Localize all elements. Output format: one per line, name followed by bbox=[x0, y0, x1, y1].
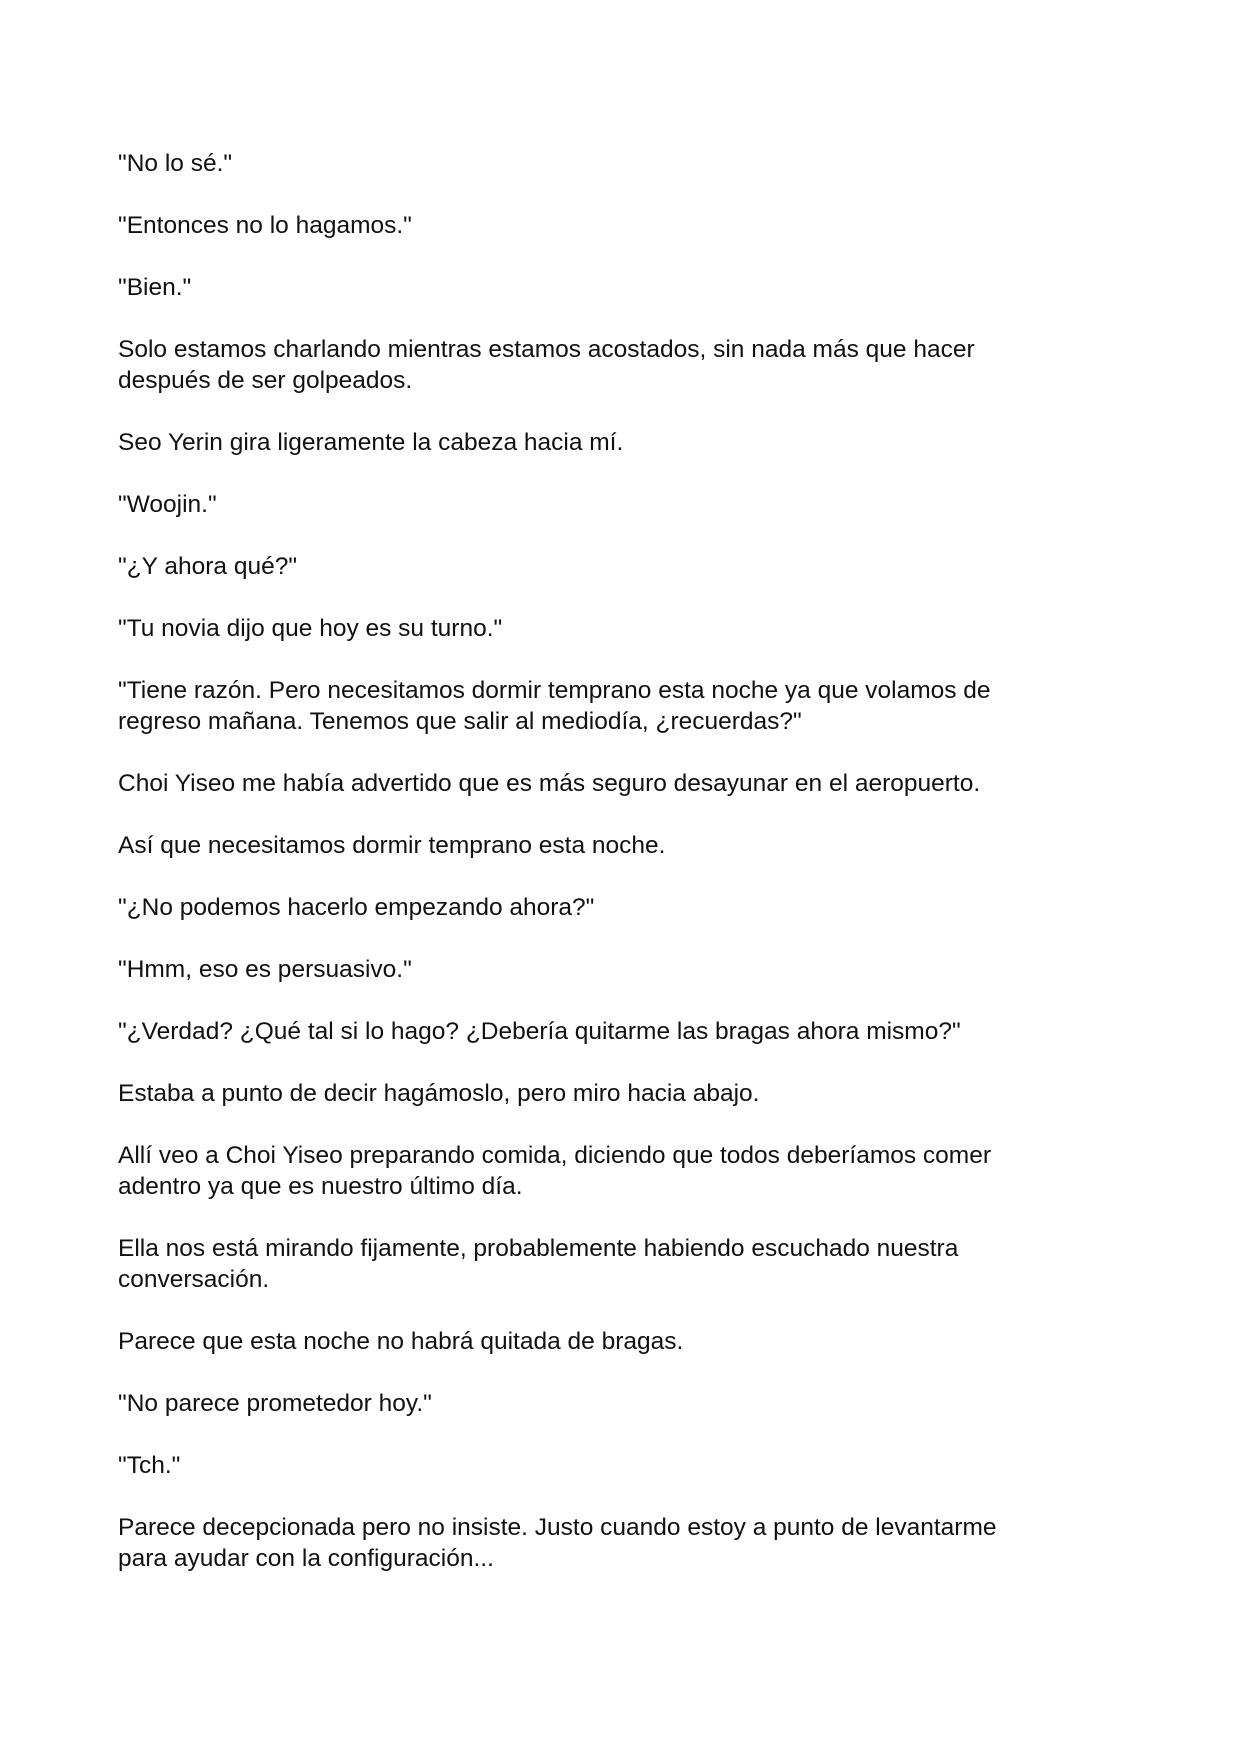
paragraph: "¿Y ahora qué?" bbox=[118, 553, 298, 580]
paragraph: "Tch." bbox=[118, 1452, 181, 1479]
paragraph: "No lo sé." bbox=[118, 150, 233, 177]
paragraph: "¿No podemos hacerlo empezando ahora?" bbox=[118, 894, 595, 921]
paragraph: Allí veo a Choi Yiseo preparando comida, diciendo que todos deberíamos comer adentro ya que es nuestro último día. bbox=[118, 1142, 991, 1200]
paragraph: Así que necesitamos dormir temprano esta noche. bbox=[118, 832, 666, 859]
paragraph: Parece decepcionada pero no insiste. Justo cuando estoy a punto de levantarme para ayudar con la configuración... bbox=[118, 1514, 997, 1572]
paragraph: Ella nos está mirando fijamente, probablemente habiendo escuchado nuestra conversación. bbox=[118, 1235, 959, 1293]
paragraph: "No parece prometedor hoy." bbox=[118, 1390, 432, 1417]
paragraph: Parece que esta noche no habrá quitada de bragas. bbox=[118, 1328, 684, 1355]
paragraph: "Hmm, eso es persuasivo." bbox=[118, 956, 412, 983]
paragraph: "¿Verdad? ¿Qué tal si lo hago? ¿Debería quitarme las bragas ahora mismo?" bbox=[118, 1018, 961, 1045]
paragraph: "Tu novia dijo que hoy es su turno." bbox=[118, 615, 503, 642]
paragraph: Seo Yerin gira ligeramente la cabeza hacia mí. bbox=[118, 429, 624, 456]
paragraph: Choi Yiseo me había advertido que es más seguro desayunar en el aeropuerto. bbox=[118, 770, 981, 797]
body-text bbox=[118, 148, 1118, 1605]
paragraph: "Entonces no lo hagamos." bbox=[118, 212, 412, 239]
paragraph: "Bien." bbox=[118, 274, 192, 301]
paragraph: "Woojin." bbox=[118, 491, 217, 518]
paragraph: "Tiene razón. Pero necesitamos dormir temprano esta noche ya que volamos de regreso mañana. Tenemos que salir al mediodía, ¿recuerdas?" bbox=[118, 677, 991, 735]
paragraph: Solo estamos charlando mientras estamos acostados, sin nada más que hacer después de ser golpeados. bbox=[118, 336, 975, 394]
paragraph: Estaba a punto de decir hagámoslo, pero miro hacia abajo. bbox=[118, 1080, 760, 1107]
